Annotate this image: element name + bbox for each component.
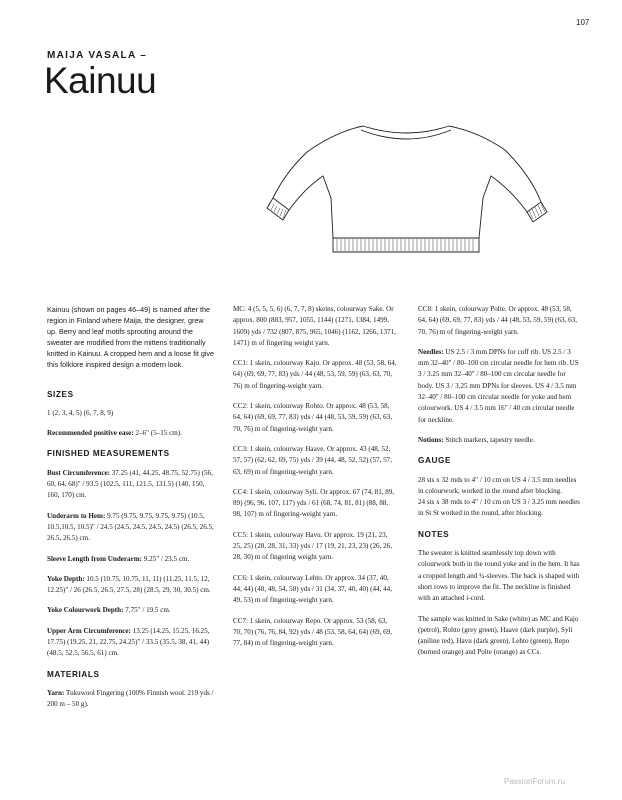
measurement-value: 7.75" / 19.5 cm.: [123, 606, 171, 615]
measurement-label: Upper Arm Circumference:: [47, 626, 131, 635]
gauge-text-colourwork: 28 sts x 32 rnds to 4" / 10 cm on US 4 / 3.5 mm needles in colourwork, worked in the round after blocking.: [418, 475, 577, 495]
measurement-value: 9.75 (9.75, 9.75, 9.75, 9.75) (10.5, 10.5,10.5, 10.5)" / 24.5 (24.5, 24.5, 24.5, 24.5) (26.5, 26.5, 26.5, 26.5) cm.: [47, 511, 214, 543]
notions-paragraph: [418, 435, 582, 446]
measurement-value: 9.25" / 23.5 cm.: [142, 554, 190, 563]
designer-name: MAIJA VASALA –: [47, 50, 148, 61]
measurement-item: [47, 511, 215, 545]
yarn-paragraph: [47, 688, 215, 711]
needles-paragraph: [418, 347, 582, 426]
colour-item-cc3: CC3: 1 skein, colourway Haave. Or approx. 43 (48, 52, 57, 57) (62, 62, 69, 75) yds / 39 (44, 48, 52, 52) (57, 57, 63, 69) m of fingering-weight yarn.: [233, 444, 393, 476]
notes-text-sample: The sample was knitted in Sake (white) as MC and Kajo (petrol), Rohto (grey green), Haave (dark purple), Syli (aniline red), Havu (dark green), Lehto (green), Repo (burned orange) and Polte (orange) as CCs.: [418, 614, 579, 657]
colour-item-cc1: CC1: 1 skein, colourway Kajo. Or approx. 48 (53, 58, 64, 64) (69, 69, 77, 83) yds / 44 (48, 53, 59, 59) (63, 63, 70, 76) m of fingering-weight yarn.: [233, 359, 397, 390]
needles-label: Needles:: [418, 347, 444, 356]
colour-item-cc8: CC8: 1 skein, colourway Polte. Or approx. 48 (53, 58, 64, 64) (69, 69, 77, 83) yds / 44 (48, 53, 59, 59) (63, 63, 70, 76) m of fingering-weight yarn.: [418, 305, 578, 336]
page-number: 107: [576, 18, 590, 27]
ease-paragraph: [47, 428, 215, 439]
intro-paragraph: Kainuu (shown on pages 46–49) is named after the region in Finland where Maija, the designer, grew up. Berry and leaf motifs sprouting around the sweater are modified from the mittens traditionally knitted in Kainuu. A cropped hem and a loose fit give this folklore inspired design a modern look.: [47, 305, 215, 370]
colour-item-cc7: CC7: 1 skein, colourway Repo. Or approx. 53 (58, 63, 70, 70) (76, 76, 84, 92) yds / 48 (53, 58, 64, 64) (69, 69, 77, 84) m of fingering-weight yarn.: [233, 616, 393, 648]
pattern-title: Kainuu: [44, 60, 157, 101]
colour-item-mc: MC: 4 (5, 5, 5, 6) (6, 7, 7, 8) skeins, colourway Sake. Or approx. 800 (883, 957, 1055, 1144) (1271, 1384, 1499, 1609) yds / 732 (807, 875, 965, 1046) (1162, 1266, 1371, 1471) m of fingering weight yarn.: [233, 305, 396, 347]
notes-heading: NOTES: [418, 529, 450, 539]
column-1: [47, 304, 215, 720]
yarn-value: Tukuwool Fingering (100% Finnish wool. 219 yds / 200 m – 50 g).: [47, 688, 214, 709]
column-2: [233, 304, 397, 658]
sizes-list: 1 (2, 3, 4, 5) (6, 7, 8, 9): [47, 408, 114, 417]
measurement-value: 10.5 (10.75, 10.75, 11, 11) (11.25, 11.5, 12, 12.25)" / 26 (26.5, 26.5, 27.5, 28) (28.5, 29, 30, 30.5) cm.: [47, 574, 211, 595]
finished-measurements-heading: FINISHED MEASUREMENTS: [47, 449, 170, 459]
measurement-label: Yoke Colourwork Depth:: [47, 606, 124, 615]
notes-text-construction: The sweater is knitted seamlessly top down with colourwork both in the round yoke and in the hem. It has a cropped length and ¾-sleeves. The back is shaped with short rows to improve the fit. The neckline is finished with an attached i-cord.: [418, 549, 580, 603]
colour-item-cc5: CC5: 1 skein, colourway Havu. Or approx. 19 (21, 23, 25, 25) (28, 28, 31, 33) yds / 17 (19, 21, 23, 23) (26, 26, 28, 30) m of fingering weight yarn.: [233, 530, 393, 562]
column-3: [418, 304, 582, 668]
measurement-value: 13.25 (14.25, 15.25, 16.25, 17.75) (19.25, 21, 22.75, 24.25)" / 33.5 (35.5, 38, 41, 44) (48.5, 52.5, 56.5, 61) cm.: [47, 626, 210, 658]
measurement-item: [47, 574, 215, 597]
ease-label: Recommended positive ease:: [47, 429, 134, 438]
notions-label: Notions:: [418, 435, 444, 444]
ease-value: 2–6" (5–15 cm).: [133, 429, 182, 438]
gauge-text-stockinette: 24 sts x 38 rnds to 4" / 10 cm on US 3 / 3.25 mm needles in St St worked in the round, after blocking.: [418, 498, 580, 518]
measurement-label: Bust Circumference:: [47, 468, 110, 477]
measurement-label: Underarm to Hem:: [47, 511, 106, 520]
materials-heading: MATERIALS: [47, 669, 100, 679]
measurement-item: [47, 468, 215, 502]
measurement-value: 37.25 (41, 44.25, 48.75, 52.75) (56, 60, 64, 68)" / 93.5 (102.5, 111, 121.5, 131.5) (140, 150, 160, 170) cm.: [47, 468, 213, 500]
gauge-heading: GAUGE: [418, 456, 452, 466]
sweater-schematic-illustration: [265, 118, 549, 268]
colour-item-cc6: CC6: 1 skein, colourway Lehto. Or approx. 34 (37, 40, 44, 44) (48, 48, 54, 58) yds / 31 (34, 37, 40, 40) (44, 44, 49, 53) m of fingering-weight yarn.: [233, 573, 393, 605]
yarn-label: Yarn:: [47, 688, 65, 697]
needles-value: US 2.5 / 3 mm DPNs for cuff rib. US 2.5 / 3 mm 32–40" / 80–100 cm circular needle for hem rib. US 3 / 3.25 mm 32–40" / 80–100 cm circular needle for body. US 3 / 3.25 mm DPNs for sleeves. US 4 / 3.5 mm 32–40" / 80–100 cm circular needle for yoke and hem colourwork. US 4 / 3.5 mm 16" / 40 cm circular needle for neckline.: [418, 347, 579, 424]
colour-item-cc4: CC4: 1 skein, colourway Syli. Or approx. 67 (74, 81, 89, 89) (96, 96, 107, 117) yds / 61 (68, 74, 81, 81) (88, 88, 98, 107) m of fingering-weight yarn.: [233, 487, 395, 519]
sizes-heading: SIZES: [47, 389, 74, 399]
measurement-item: [47, 554, 215, 565]
notions-value: Stitch markers, tapestry needle.: [443, 435, 535, 444]
watermark: PassionForum.ru: [504, 777, 565, 786]
measurement-item: [47, 626, 215, 660]
measurement-label: Yoke Depth:: [47, 574, 85, 583]
measurement-label: Sleeve Length from Underarm:: [47, 554, 143, 563]
colour-item-cc2: CC2: 1 skein, colourway Rohto. Or approx. 48 (53, 58, 64, 64) (69, 69, 77, 83) yds / 44 (48, 53, 59, 59) (63, 63, 70, 76) m of fingering-weight yarn.: [233, 402, 393, 433]
measurement-item: [47, 605, 215, 616]
